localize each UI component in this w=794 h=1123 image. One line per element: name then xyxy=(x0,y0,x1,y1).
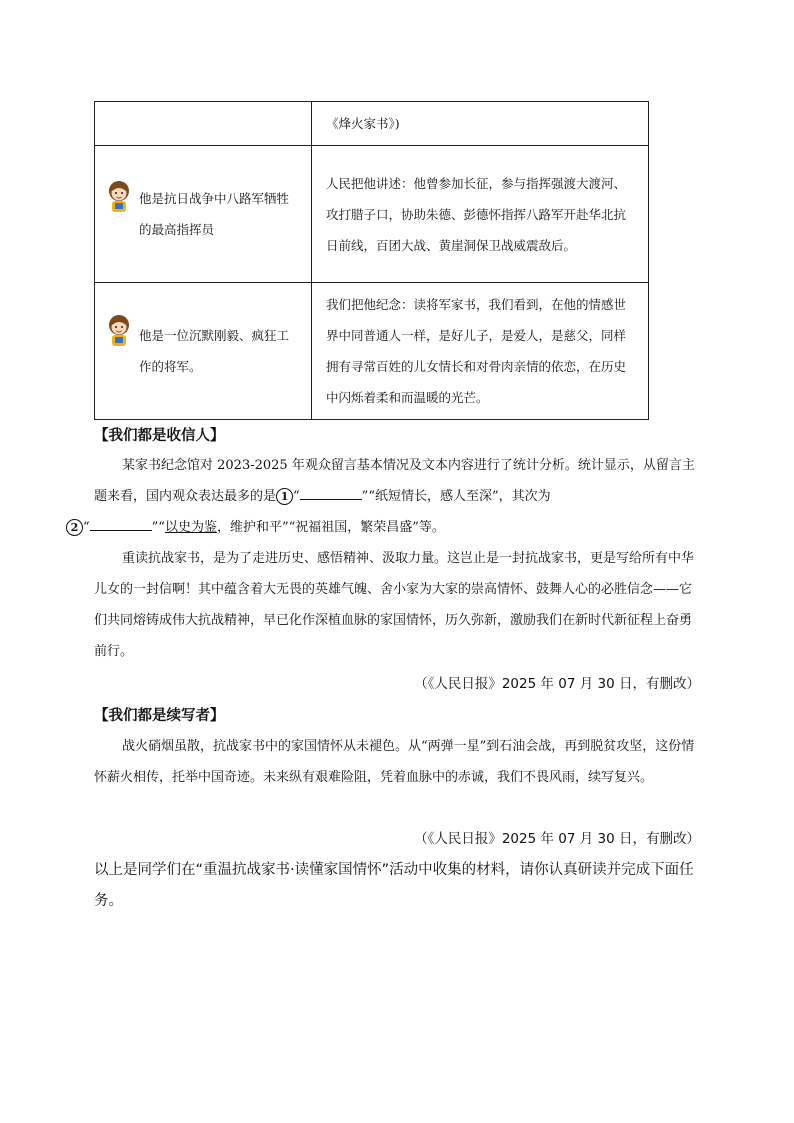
table-row xyxy=(95,146,649,283)
paragraph-statistics xyxy=(70,450,700,543)
girl-cartoon-icon xyxy=(104,179,134,215)
paragraph-text: 某家书纪念馆对 2023-2025 年观众留言基本情况及文本内容进行了统计分析。统计显示，从留言主题来看，国内观众表达最多的是 xyxy=(94,458,695,504)
fill-blank-2[interactable] xyxy=(90,516,152,531)
table-header-left xyxy=(95,102,312,146)
task-instruction: 以上是同学们在“重温抗战家书·读懂家国情怀”活动中收集的材料，请你认真研读并完成下面任务。 xyxy=(94,862,694,909)
paragraph-reread: 重读抗战家书，是为了走进历史、感悟精神、汲取力量。这岂止是一封抗战家书，更是写给所有中华儿女的一封信啊！其中蕴含着大无畏的英雄气魄、舍小家为大家的崇高情怀、鼓舞人心的必胜信念——它们共同熔铸成伟大抗战精神，早已化作深植血脉的家国情怀，历久弥新，激励我们在新时代新征程上奋勇前行。 xyxy=(94,551,695,659)
section-title-recipients: 【我们都是收信人】 xyxy=(94,428,225,444)
table-cell-right-text: 人民把他讲述：他曾参加长征，参与指挥强渡大渡河、攻打腊子口，协助朱德、彭德怀指挥八路军开赴华北抗日前线，百团大战、黄崖洞保卫战威震敌后。 xyxy=(326,175,627,253)
table-cell-right xyxy=(312,146,649,283)
section-title-continuers: 【我们都是续写者】 xyxy=(94,708,225,724)
table-cell-left-text: 他是抗日战争中八路军牺牲的最高指挥员 xyxy=(139,191,290,237)
quote-mark: “ xyxy=(83,520,90,535)
quote-mark: ”“ xyxy=(151,520,165,535)
info-table xyxy=(94,101,649,420)
source-citation: （《人民日报》2025 年 07 月 30 日，有删改） xyxy=(414,831,700,847)
paragraph-text: ”“纸短情长，感人至深”，其次为 xyxy=(361,489,551,504)
circled-number-1: 1 xyxy=(276,488,293,505)
underlined-phrase: 以史为鉴 xyxy=(164,520,217,535)
table-header-row xyxy=(95,102,649,146)
girl-cartoon-icon xyxy=(104,313,134,349)
paragraph-text: ，维护和平”“祝福祖国，繁荣昌盛”等。 xyxy=(216,520,445,535)
table-cell-left-text: 他是一位沉默刚毅、疯狂工作的将军。 xyxy=(139,328,290,374)
table-row xyxy=(95,283,649,420)
quote-mark: “ xyxy=(293,489,300,504)
table-cell-left xyxy=(95,283,312,420)
source-citation: （《人民日报》2025 年 07 月 30 日，有删改） xyxy=(414,676,700,692)
paragraph-continuation: 战火硝烟虽散，抗战家书中的家国情怀从未褪色。从“两弹一星”到石油会战，再到脱贫攻坚，这份情怀薪火相传，托举中国奇迹。未来纵有艰难险阻，凭着血脉中的赤诚，我们不畏风雨，续写复兴。 xyxy=(94,739,695,785)
table-cell-right-text: 我们把他纪念：读将军家书，我们看到，在他的情感世界中同普通人一样，是好儿子，是爱人，是慈父，同样拥有寻常百姓的儿女情长和对骨肉亲情的依恋，在历史中闪烁着柔和而温暖的光芒。 xyxy=(326,297,627,405)
table-cell-right xyxy=(312,283,649,420)
circled-number-2: 2 xyxy=(66,519,83,536)
table-header-right: 《烽火家书》) xyxy=(312,102,649,146)
fill-blank-1[interactable] xyxy=(300,485,362,500)
table-cell-left xyxy=(95,146,312,283)
